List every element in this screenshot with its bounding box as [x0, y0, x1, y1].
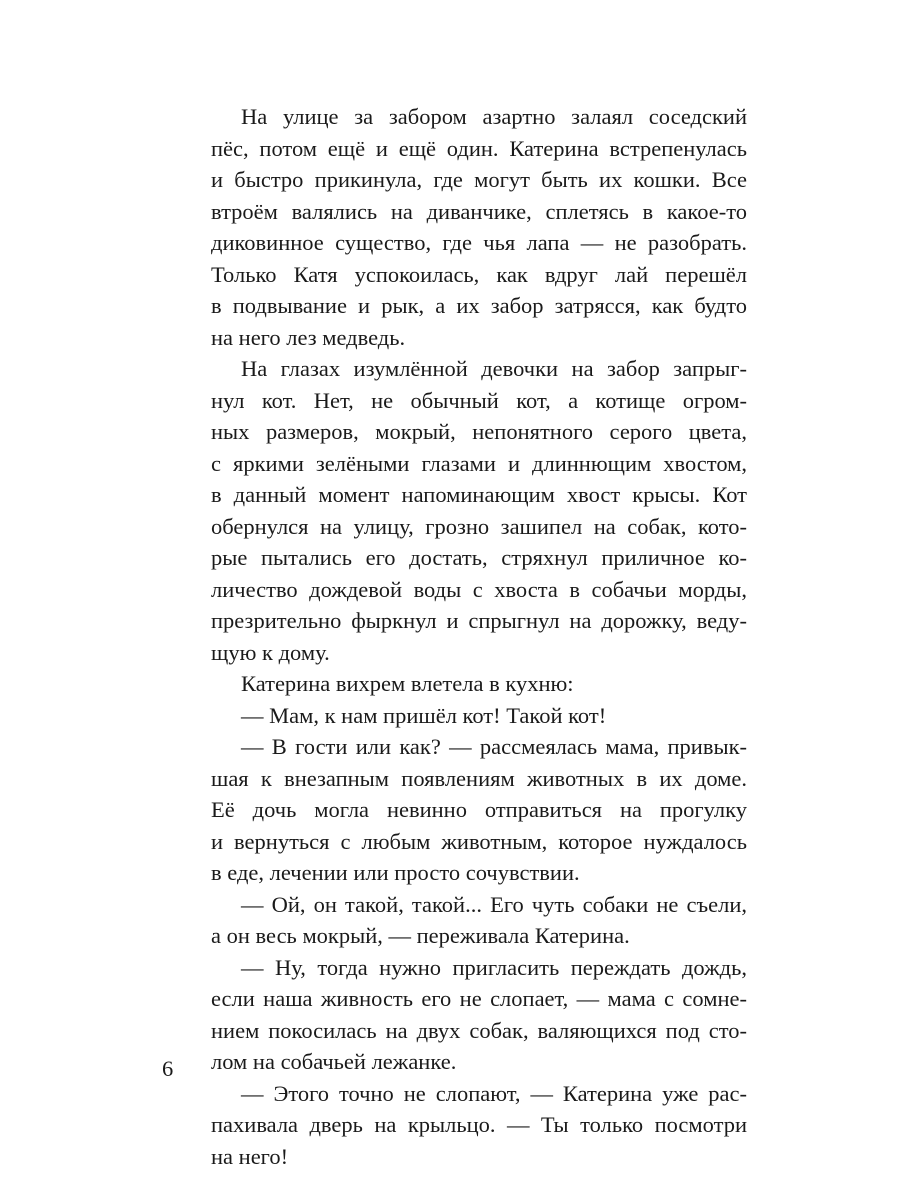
paragraph-3	[211, 668, 747, 700]
paragraph-1	[211, 101, 747, 353]
text-line: в подвывание и рык, а их забор затрясся, как будто	[211, 293, 747, 318]
text-line: — Ой, он такой, такой... Его чуть собаки не съели,	[241, 891, 747, 917]
paragraph-7	[211, 952, 747, 1078]
text-line: — В гости или как? — рассмеялась мама, привык-	[241, 734, 747, 759]
page-number: 6	[162, 1056, 174, 1081]
paragraph-5	[211, 731, 747, 889]
paragraph-6	[211, 889, 747, 952]
text-line: в данный момент напоминающим хвост крысы. Кот	[211, 482, 747, 507]
text-line: если наша живность его не слопает, — мама с сомне-	[211, 986, 747, 1011]
paragraph-4	[211, 700, 747, 732]
text-line: шая к внезапным появлениям животных в их доме.	[211, 765, 747, 791]
text-line: На глазах изумлённой девочки на забор запрыг-	[241, 356, 747, 381]
text-line: и вернуться с любым животным, которое нуждалось	[211, 828, 747, 854]
text-line: диковинное существо, где чья лапа — не разобрать.	[211, 230, 747, 255]
paragraph-2	[211, 353, 747, 668]
text-line: Её дочь могла невинно отправиться на прогулку	[211, 797, 747, 822]
text-line: с яркими зелёными глазами и длиннющим хвостом,	[211, 450, 747, 476]
text-line: рые пытались его достать, стряхнул приличное ко-	[211, 545, 747, 570]
text-line: — Ну, тогда нужно пригласить переждать дождь,	[241, 954, 747, 980]
text-line: нул кот. Нет, не обычный кот, а котище огром-	[211, 387, 747, 413]
text-line: и быстро прикинула, где могут быть их кошки. Все	[211, 167, 747, 192]
text-line: презрительно фыркнул и спрыгнул на дорожку, веду-	[211, 608, 747, 633]
text-line: Только Катя успокоилась, как вдруг лай перешёл	[211, 261, 747, 287]
text-line: щую к дому.	[211, 639, 330, 665]
text-line: лом на собачьей лежанке.	[211, 1049, 457, 1074]
text-line: ных размеров, мокрый, непонятного серого цвета,	[211, 419, 747, 444]
text-line: нием покосилась на двух собак, валяющихся под сто-	[211, 1017, 747, 1043]
text-line: втроём валялись на диванчике, сплетясь в какое-то	[211, 198, 747, 224]
text-line: на него!	[211, 1143, 289, 1169]
text-line: Катерина вихрем влетела в кухню:	[241, 671, 574, 696]
text-line: — Мам, к нам пришёл кот! Такой кот!	[241, 702, 607, 728]
text-line: пахивала дверь на крыльцо. — Ты только посмотри	[211, 1112, 747, 1137]
text-line: На улице за забором азартно залаял соседский	[241, 104, 747, 129]
body-text	[211, 101, 747, 1172]
text-line: а он весь мокрый, — переживала Катерина.	[211, 923, 630, 948]
text-line: — Этого точно не слопают, — Катерина уже рас-	[241, 1080, 747, 1106]
paragraph-8	[211, 1078, 747, 1173]
text-line: на него лез медведь.	[211, 324, 406, 350]
text-line: обернулся на улицу, грозно зашипел на собак, кото-	[211, 513, 747, 539]
text-line: личество дождевой воды с хвоста в собачьи морды,	[211, 576, 747, 602]
text-line: в еде, лечении или просто сочувствии.	[211, 860, 580, 885]
text-line: пёс, потом ещё и ещё один. Катерина встрепенулась	[211, 135, 747, 161]
